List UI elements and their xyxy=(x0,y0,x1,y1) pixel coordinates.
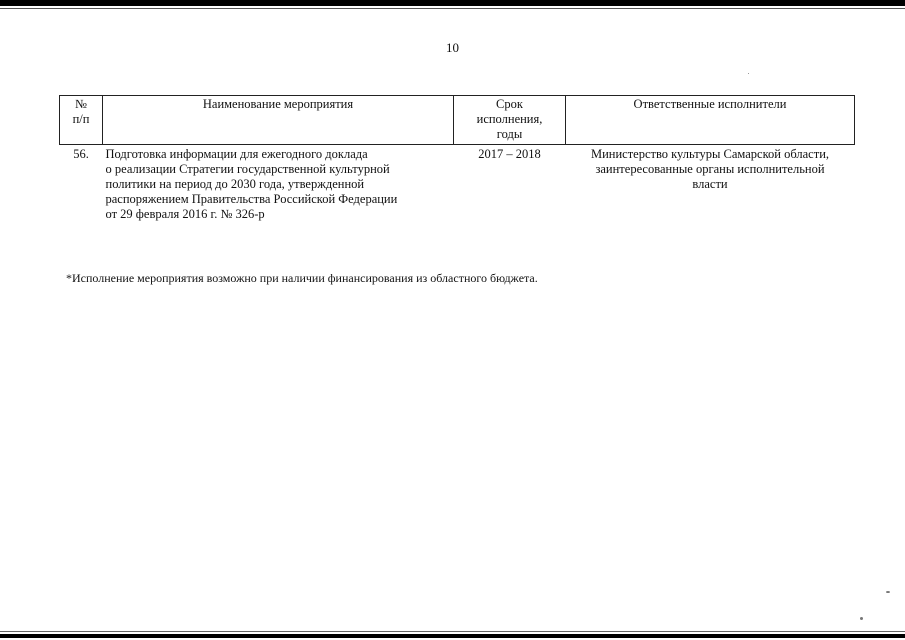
footnote: *Исполнение мероприятия возможно при наличии финансирования из областного бюджета. xyxy=(66,271,538,285)
row-number: 56. xyxy=(73,147,89,161)
scan-speck xyxy=(748,73,749,74)
row-term: 2017 – 2018 xyxy=(478,147,541,161)
top-border-rule xyxy=(0,0,905,6)
header-activity-name: Наименование мероприятия xyxy=(103,96,454,145)
bottom-border-rule xyxy=(0,634,905,638)
row-activity-name: Подготовка информации для ежегодного доклада о реализации Стратегии государственной культурной политики на период до 2030 года, утвержденной распоряжением Правительства Российской Федерации от 29 февраля 2016 г. № 326-р xyxy=(105,147,398,221)
scan-speck xyxy=(860,617,863,620)
header-term: Срок исполнения, годы xyxy=(454,96,566,145)
header-number: № п/п xyxy=(60,96,103,145)
page-number: 10 xyxy=(446,40,459,55)
table-row xyxy=(60,145,855,225)
table-header-row xyxy=(60,96,855,145)
scan-speck xyxy=(886,591,890,593)
bottom-border-rule-thin xyxy=(0,631,905,632)
activities-table xyxy=(59,95,855,224)
header-responsible: Ответственные исполнители xyxy=(566,96,855,145)
top-border-rule-thin xyxy=(0,8,905,9)
row-responsible: Министерство культуры Самарской области, заинтересованные органы исполнительной власти xyxy=(590,147,830,191)
